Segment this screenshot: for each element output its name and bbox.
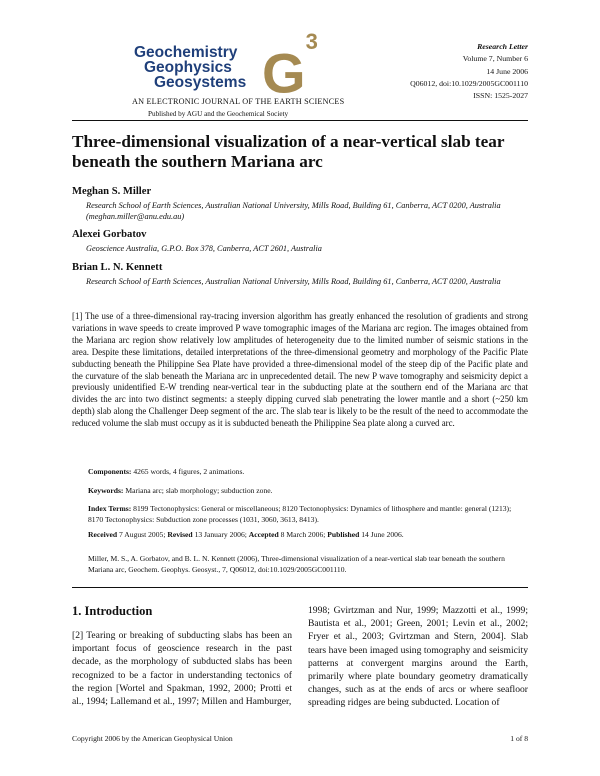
section-rule [72, 587, 528, 588]
journal-name [134, 45, 246, 90]
volume-number: Volume 7, Number 6 [462, 54, 528, 64]
components-line: Components: 4265 words, 4 figures, 2 animations. [88, 467, 245, 476]
article-metadata [410, 41, 528, 102]
logo-line-1: Geochemistry [134, 44, 238, 61]
article-type: Research Letter [477, 42, 528, 51]
abstract: [1] The use of a three-dimensional ray-tracing inversion algorithm has greatly enhanced the resolution of gradients and strong variations in wave speeds to create improved P wave tomographic images of the Mariana arc region. The images obtained from the Mariana arc region show relatively low amplitudes of heterogeneity due to the limited number of seismic stations in the area. Despite these limitations, detailed interpretations of the three-dimensional geometry and morphology of the Pacific Plate subducting beneath the Philippine Sea Plate have provided a three-dimensional model of the steep dip of the Pacific plate and the curvature of the slab beneath the Mariana arc in unprecedented detail. The new P wave tomography and seismicity depict a previously unidentified E-W trending near-vertical tear in the subducting plate at the southern end of the Mariana arc that divides the arc into two distinct segments: a steeply dipping curved slab penetrating the lower mantle and a short (~250 km depth) slab along the Challenger Deep segment of the arc. The slab tear is likely to be the result of the need to accommodate the reduced volume the slab must occupy as it is subducted beneath the Philippine Sea plate along a curved arc. [72, 311, 528, 429]
header-rule [72, 120, 528, 121]
author-affiliation: Geoscience Australia, G.P.O. Box 378, Canberra, ACT 2601, Australia [86, 244, 322, 253]
index-terms: Index Terms: 8199 Tectonophysics: General or miscellaneous; 8120 Tectonophysics: Dynamics of lithosphere and mantle: general (1213); 8170 Tectonophysics: Subduction zone processes (1031, 3060, 3613, 8413). [88, 504, 512, 524]
doi: Q06012, doi:10.1029/2005GC001110 [410, 78, 528, 88]
page-number: 1 of 8 [510, 734, 528, 743]
g3-mark: $G^3$ [262, 29, 318, 105]
author-name: Brian L. N. Kennett [72, 262, 163, 273]
publisher-line: Published by AGU and the Geochemical Society [148, 110, 289, 118]
article-title: Three-dimensional visualization of a near-vertical slab tear beneath the southern Mariana arc [72, 132, 505, 171]
logo-line-2: Geophysics [144, 59, 232, 76]
journal-subtitle: AN ELECTRONIC JOURNAL OF THE EARTH SCIENCES [132, 97, 345, 106]
copyright: Copyright 2006 by the American Geophysical Union [72, 734, 233, 743]
issn: ISSN: 1525-2027 [473, 91, 528, 101]
section-heading: 1. Introduction [72, 604, 153, 618]
author-name: Meghan S. Miller [72, 186, 152, 197]
author-affiliation: Research School of Earth Sciences, Australian National University, Mills Road, Building 61, Canberra, ACT 0200, Australia [86, 277, 501, 286]
logo-line-3: Geosystems [154, 74, 247, 91]
author-name: Alexei Gorbatov [72, 229, 147, 240]
issue-date: 14 June 2006 [486, 66, 528, 76]
dates-line: Received 7 August 2005; Revised 13 January 2006; Accepted 8 March 2006; Published 14 June 2006. [88, 530, 404, 539]
keywords-line: Keywords: Mariana arc; slab morphology; subduction zone. [88, 486, 273, 495]
journal-logo [72, 29, 318, 105]
citation: Miller, M. S., A. Gorbatov, and B. L. N. Kennett (2006), Three-dimensional visualization of a near-vertical slab tear beneath the southern Mariana arc, Geochem. Geophys. Geosyst., 7, Q06012, doi:10.1029/2005GC001110. [88, 554, 505, 574]
body-column-left: [2] Tearing or breaking of subducting slabs has been an important focus of geoscience research in the past decade, as the morphology of subducted slabs has been recognized to be a factor in understanding tectonics of the region [Wortel and Spakman, 1992, 2000; Protti et al., 1994; Lallemand et al., 1997; Millen and Hamburger, [72, 630, 292, 708]
author-affiliation: Research School of Earth Sciences, Australian National University, Mills Road, Building 61, Canberra, ACT 0200, Australia (meghan.miller@anu.edu.au) [86, 201, 501, 221]
body-column-right: 1998; Gvirtzman and Nur, 1999; Mazzotti et al., 1999; Bautista et al., 2001; Green, 2001; Levin et al., 2002; Fryer et al., 2003; Gvirtzman and Stern, 2004]. Slab tears have been imaged using tomography and seismicity patterns at convergent margins around the Earth, primarily where plate boundary geometry dramatically changes, such as at the ends of arcs or where seafloor spreading ridges are being subducted. Location of [308, 605, 528, 709]
